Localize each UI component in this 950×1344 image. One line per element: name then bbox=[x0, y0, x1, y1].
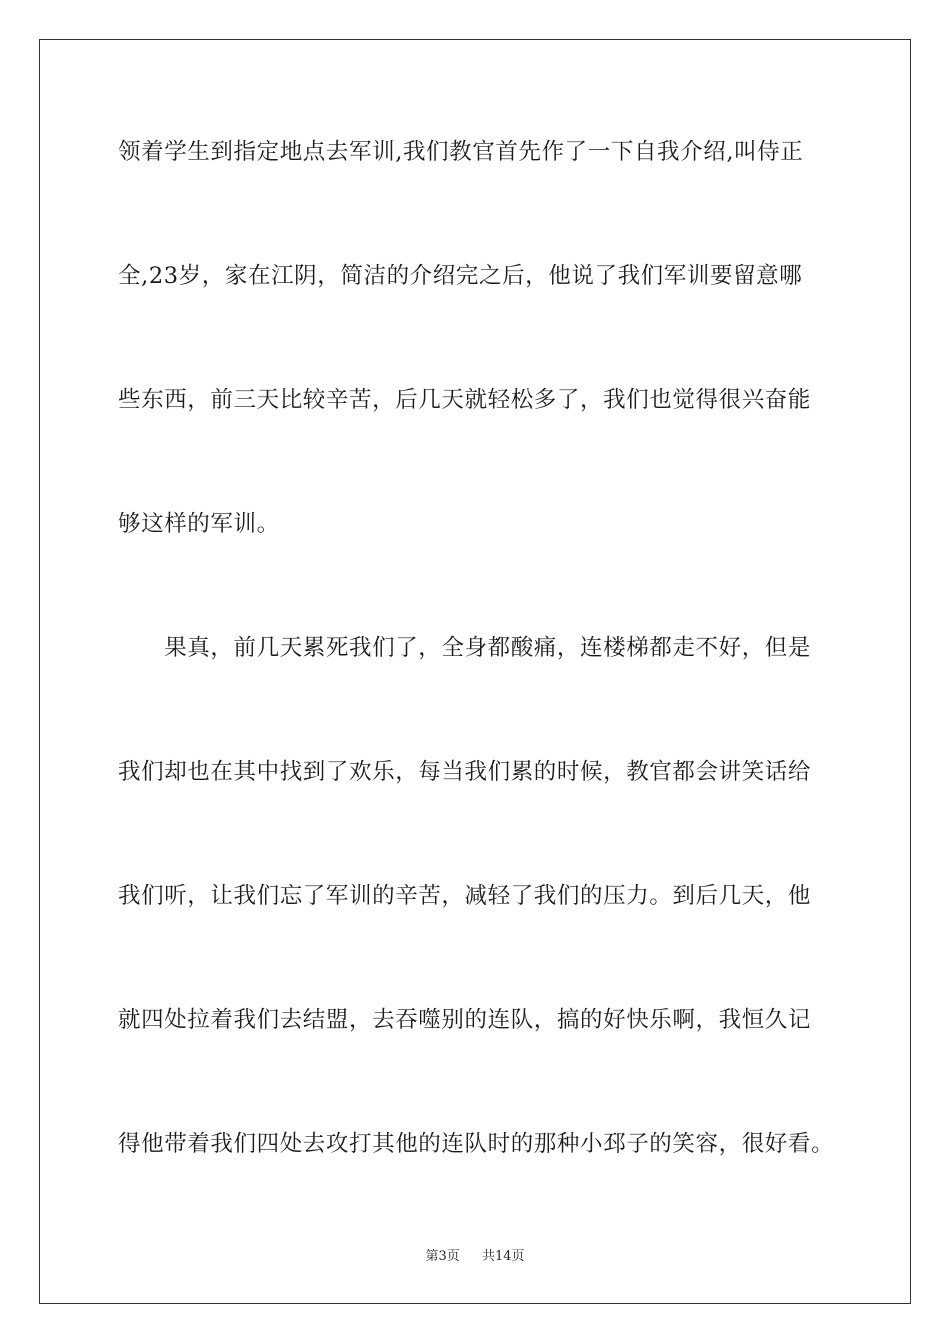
page-border bbox=[39, 39, 911, 1304]
text-line: 就四处拉着我们去结盟，去吞噬别的连队，搞的好快乐啊，我恒久记 bbox=[118, 1007, 812, 1033]
page-total: 共14页 bbox=[482, 1249, 525, 1264]
page-number: 第3页 bbox=[425, 1249, 460, 1264]
page-footer bbox=[0, 1248, 950, 1266]
text-line: 全,23岁，家在江阴，简洁的介绍完之后，他说了我们军训要留意哪 bbox=[118, 263, 803, 289]
text-line: 领着学生到指定地点去军训,我们教官首先作了一下自我介绍,叫侍正 bbox=[118, 139, 804, 165]
text-line: 我们却也在其中找到了欢乐，每当我们累的时候，教官都会讲笑话给 bbox=[118, 759, 812, 785]
text-line: 得他带着我们四处去攻打其他的连队时的那种小邳子的笑容，很好看。 bbox=[118, 1131, 835, 1157]
text-line: 果真，前几天累死我们了，全身都酸痛，连楼梯都走不好，但是 bbox=[118, 635, 812, 661]
text-line: 我们听，让我们忘了军训的辛苦，减轻了我们的压力。到后几天，他 bbox=[118, 883, 812, 909]
text-line: 些东西，前三天比较辛苦，后几天就轻松多了，我们也觉得很兴奋能 bbox=[118, 387, 812, 413]
text-line: 够这样的军训。 bbox=[118, 511, 280, 537]
